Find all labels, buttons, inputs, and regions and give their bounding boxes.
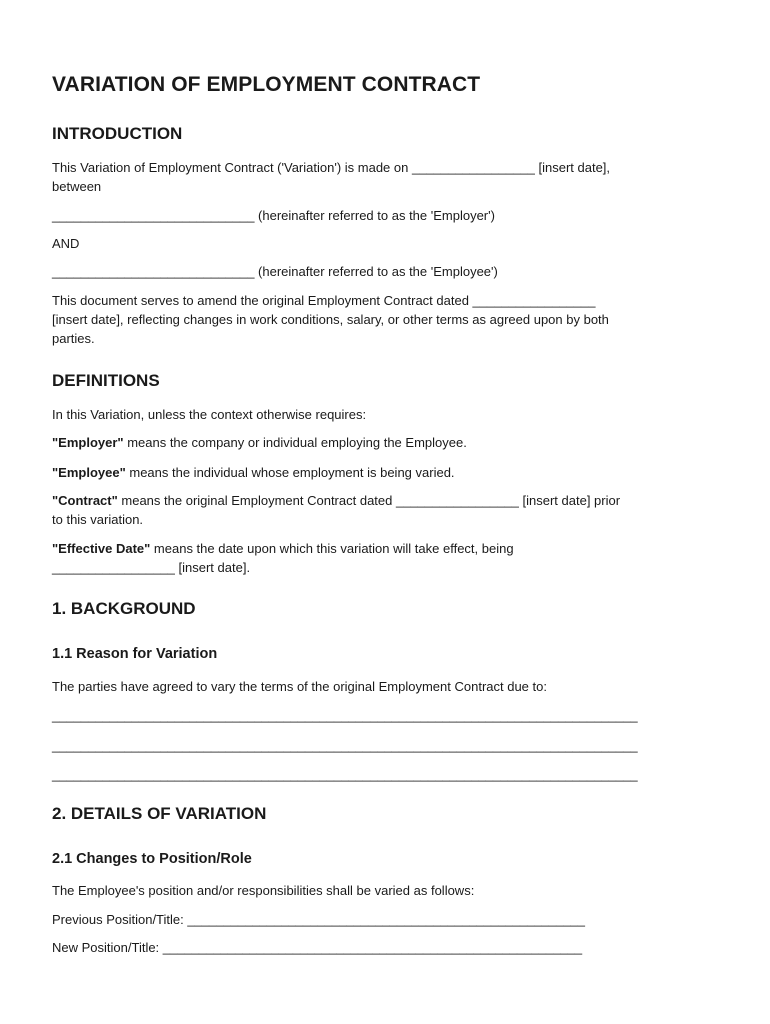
reason-for-variation-heading: 1.1 Reason for Variation [52, 646, 218, 662]
definitions-heading: DEFINITIONS [52, 371, 160, 390]
purpose-line-2: [insert date], reflecting changes in work conditions, salary, or other terms as agreed upon by both [52, 312, 609, 327]
background-text: The parties have agreed to vary the terms of the original Employment Contract due to: [52, 679, 547, 694]
and-separator: AND [52, 236, 80, 251]
details-text: The Employee's position and/or responsibilities shall be varied as follows: [52, 883, 475, 898]
definition-text: means the date upon which this variation will take effect, being [150, 541, 514, 556]
employer-party-line: ____________________________ (hereinafter referred to as the 'Employer') [52, 208, 495, 223]
new-position-line [52, 938, 582, 957]
employee-party-line: ____________________________ (hereinafter referred to as the 'Employee') [52, 264, 498, 279]
definition-text: means the company or individual employing the Employee. [123, 435, 467, 450]
previous-position-label: Previous Position/Title: [52, 912, 188, 927]
definition-contract [52, 491, 620, 510]
purpose-line-3: parties. [52, 331, 95, 346]
introduction-line-1: This Variation of Employment Contract ('Variation') is made on _________________ [insert date], [52, 160, 611, 175]
new-position-label: New Position/Title: [52, 940, 163, 955]
background-heading: 1. BACKGROUND [52, 599, 196, 618]
definition-text: means the individual whose employment is being varied. [125, 465, 455, 480]
definition-employee [52, 463, 455, 482]
reason-blank-line: _________________________________________________________________________________ [52, 738, 638, 753]
purpose-line-1: This document serves to amend the original Employment Contract dated _________________ [52, 293, 596, 308]
introduction-heading: INTRODUCTION [52, 124, 183, 143]
definition-employer [52, 433, 467, 452]
definition-term: "Employee" [52, 465, 126, 480]
definition-effective-date-continued: _________________ [insert date]. [52, 560, 251, 575]
introduction-line-2: between [52, 179, 102, 194]
reason-blank-line: _________________________________________________________________________________ [52, 708, 638, 723]
previous-position-line [52, 910, 585, 929]
definition-contract-continued: to this variation. [52, 512, 144, 527]
definition-effective-date [52, 539, 514, 558]
new-position-blank: __________________________________________________________ [162, 940, 583, 955]
definition-text: means the original Employment Contract dated _________________ [insert date] prior [117, 493, 621, 508]
definition-term: "Employer" [52, 435, 124, 450]
document-title: VARIATION OF EMPLOYMENT CONTRACT [52, 73, 481, 96]
position-changes-heading: 2.1 Changes to Position/Role [52, 851, 252, 867]
definition-term: "Effective Date" [52, 541, 151, 556]
definitions-intro: In this Variation, unless the context otherwise requires: [52, 407, 367, 422]
details-heading: 2. DETAILS OF VARIATION [52, 804, 267, 823]
reason-blank-line: _________________________________________________________________________________ [52, 767, 638, 782]
previous-position-blank: _______________________________________________________ [187, 912, 586, 927]
definition-term: "Contract" [52, 493, 118, 508]
